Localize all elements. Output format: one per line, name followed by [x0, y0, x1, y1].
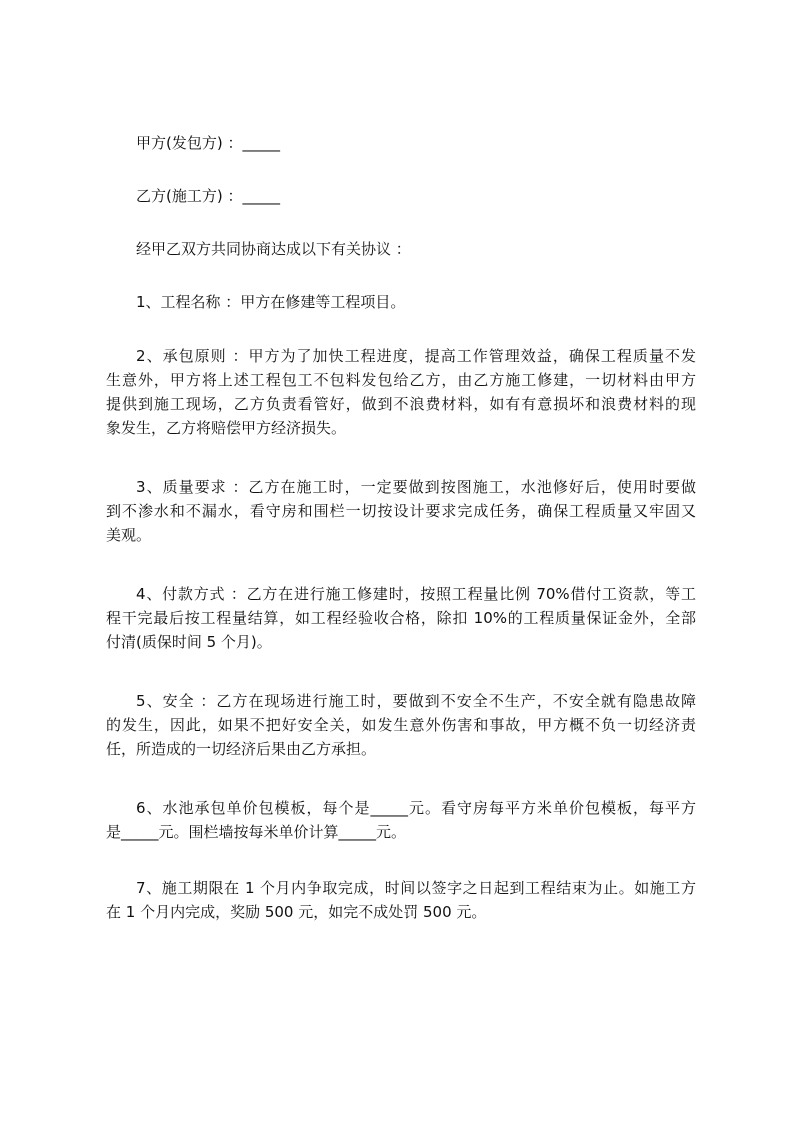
party-a-text: 甲方(发包方) ：_____ — [136, 134, 280, 152]
intro-line — [106, 237, 696, 261]
clause-3 — [106, 475, 696, 547]
clause-4-line-3: 付清(质保时间 5 个月)。 — [106, 633, 272, 651]
party-a-line — [106, 131, 696, 155]
clause-2-line-2: 生意外，甲方将上述工程包工不包料发包给乙方，由乙方施工修建，一切材料由甲方 — [106, 371, 696, 389]
party-b-text: 乙方(施工方) ：_____ — [136, 187, 280, 205]
clause-5-line-2: 的发生，因此，如果不把好安全关，如发生意外伤害和事故，甲方概不负一切经济责 — [106, 716, 696, 734]
clause-6 — [106, 796, 696, 844]
clause-4 — [106, 582, 696, 654]
party-b-line — [106, 184, 696, 208]
clause-2 — [106, 344, 696, 440]
intro-text: 经甲乙双方共同协商达成以下有关协议 ： — [136, 240, 411, 258]
clause-5-line-1: 5、安全 ：乙方在现场进行施工时，要做到不安全不生产，不安全就有隐患故障 — [136, 692, 696, 710]
clause-5 — [106, 689, 696, 761]
clause-7-line-1: 7、施工期限在 1 个月内争取完成，时间以签字之日起到工程结束为止。如施工方 — [136, 879, 696, 897]
clause-6-line-2: 是_____元。围栏墙按每米单价计算_____元。 — [106, 823, 407, 841]
clause-2-line-1: 2、承包原则 ：甲方为了加快工程进度，提高工作管理效益，确保工程质量不发 — [136, 347, 696, 365]
clause-3-line-2: 到不渗水和不漏水，看守房和围栏一切按设计要求完成任务，确保工程质量又牢固又 — [106, 502, 696, 520]
clause-7-line-2: 在 1 个月内完成，奖励 500 元，如完不成处罚 500 元。 — [106, 903, 487, 921]
clause-3-line-3: 美观。 — [106, 526, 152, 544]
clause-2-line-4: 象发生，乙方将赔偿甲方经济损失。 — [106, 419, 347, 437]
clause-3-line-1: 3、质量要求 ：乙方在施工时，一定要做到按图施工，水池修好后，使用时要做 — [136, 478, 696, 496]
clause-7 — [106, 876, 696, 924]
clause-6-line-1: 6、水池承包单价包模板，每个是_____元。看守房每平方米单价包模板，每平方 — [136, 799, 696, 817]
clause-4-line-2: 程干完最后按工程量结算，如工程经验收合格，除扣 10%的工程质量保证金外，全部 — [106, 609, 696, 627]
clause-1 — [106, 290, 696, 314]
clause-2-line-3: 提供到施工现场，乙方负责看管好，做到不浪费材料，如有有意损坏和浪费材料的现 — [106, 395, 696, 413]
clause-5-line-3: 任，所造成的一切经济后果由乙方承担。 — [106, 740, 377, 758]
clause-1-line-1: 1、工程名称 ：甲方在修建等工程项目。 — [136, 293, 406, 311]
clause-4-line-1: 4、付款方式 ：乙方在进行施工修建时，按照工程量比例 70%借付工资款，等工 — [136, 585, 696, 603]
